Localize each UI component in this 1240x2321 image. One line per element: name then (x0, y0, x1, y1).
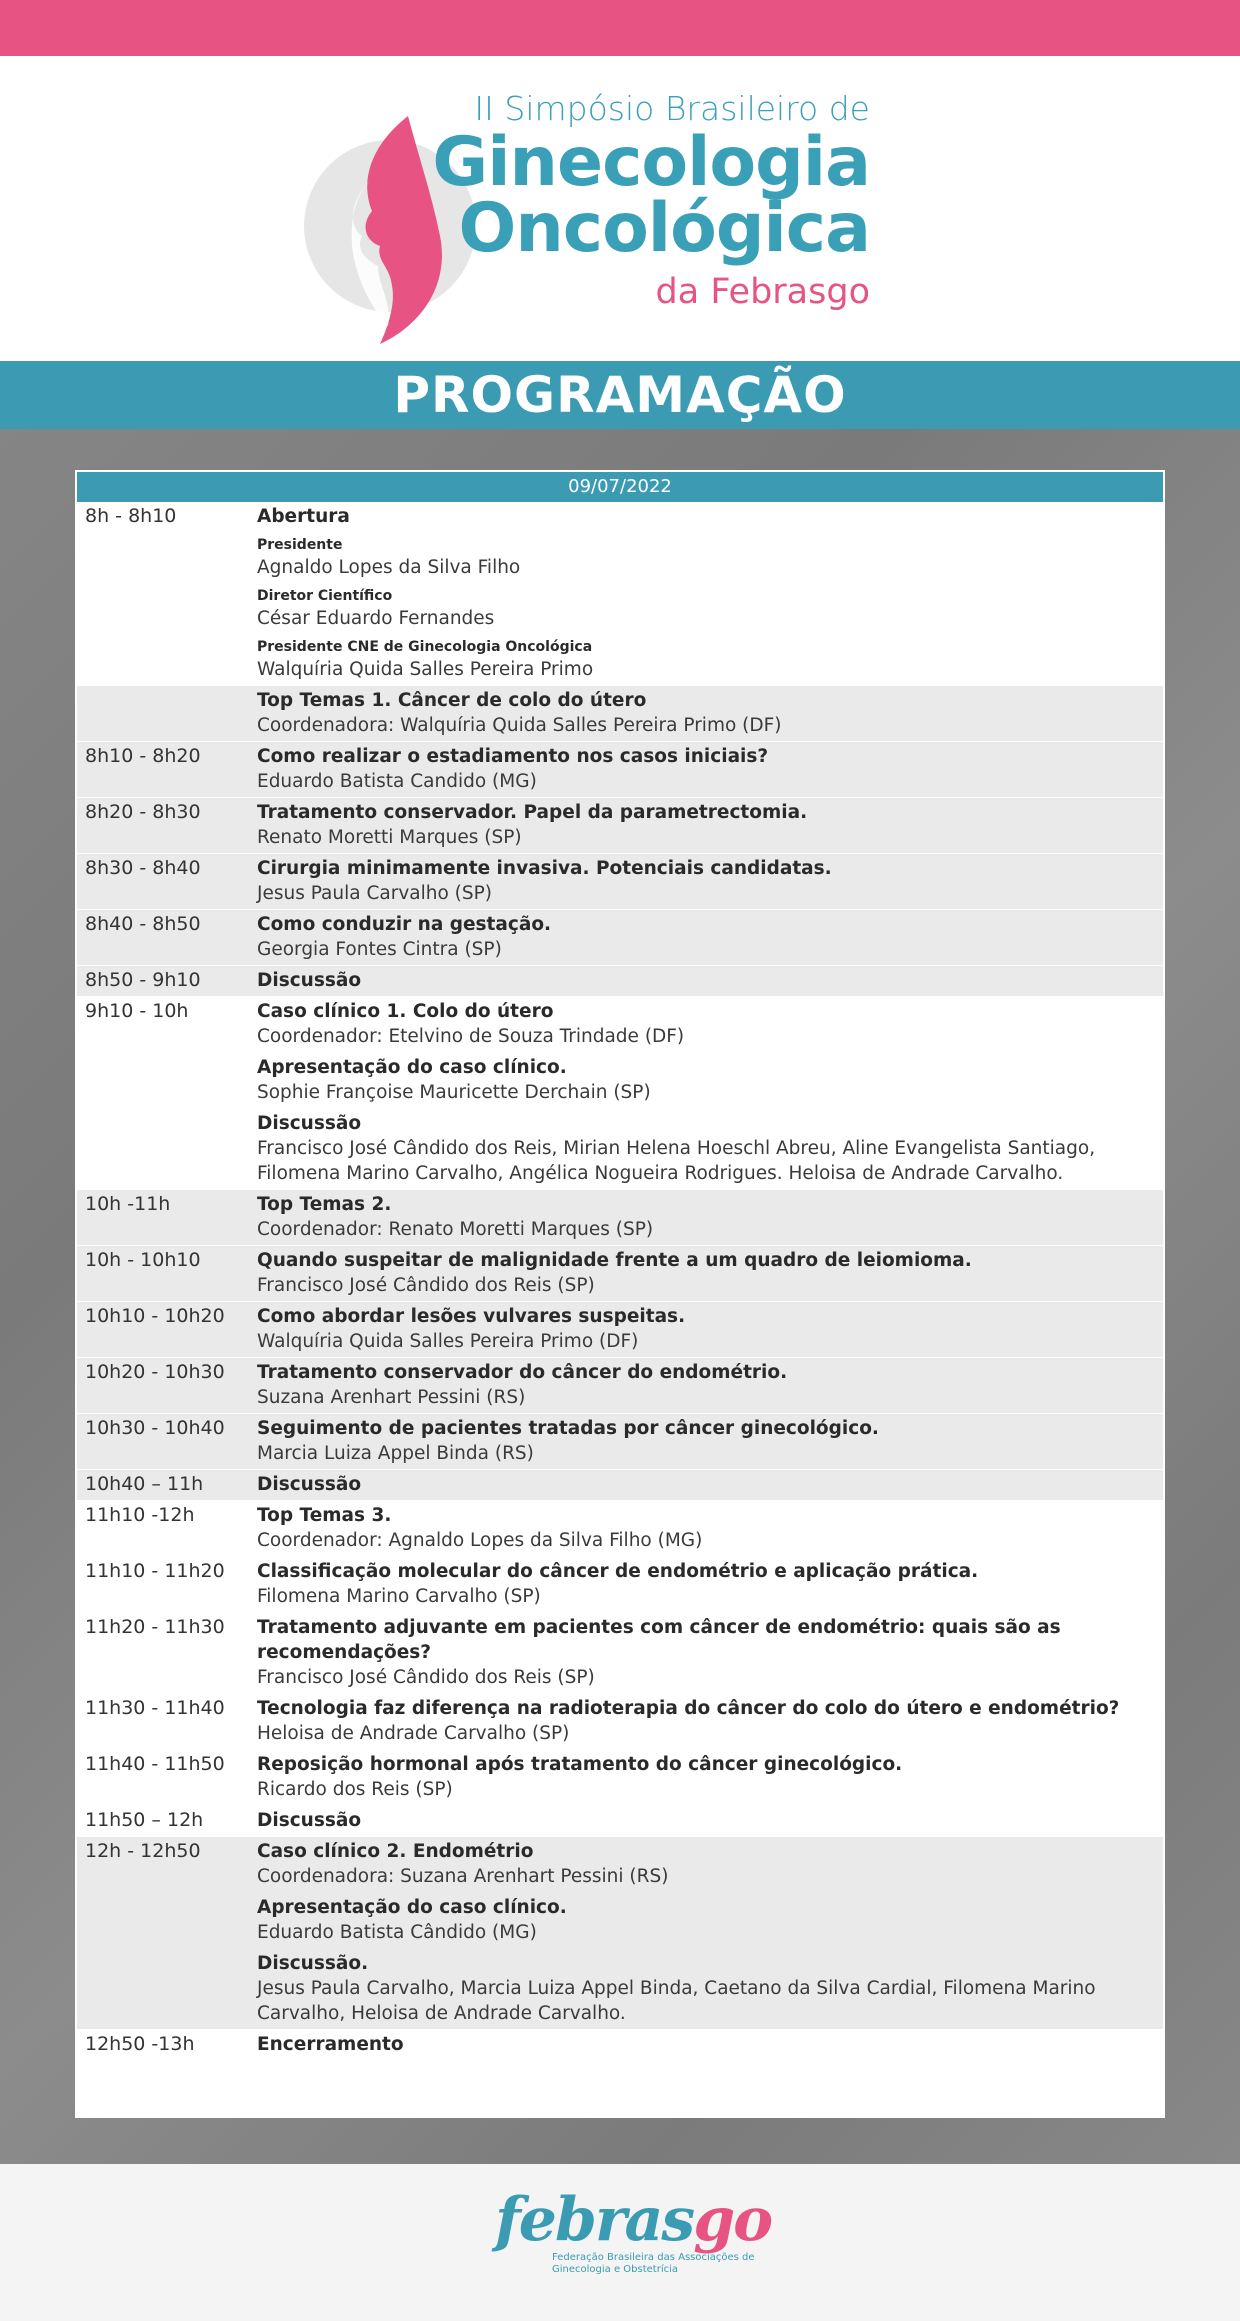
session-title: Como realizar o estadiamento nos casos iniciais? (257, 746, 769, 767)
row-content (257, 2030, 1163, 2060)
role-label: Diretor Científico (257, 588, 393, 604)
row-time: 8h - 8h10 (85, 505, 177, 527)
row-content (257, 1470, 1163, 1500)
session-title: Cirurgia minimamente invasiva. Potenciais candidatas. (257, 858, 832, 879)
row-time: 8h30 - 8h40 (85, 857, 201, 879)
row-time: 8h40 - 8h50 (85, 913, 201, 935)
schedule-rows (77, 502, 1163, 2061)
schedule-row (77, 1837, 1163, 2030)
schedule-row (77, 1694, 1163, 1750)
session-title: Classificação molecular do câncer de endométrio e aplicação prática. (257, 1561, 979, 1582)
febrasgo-tagline: Federação Brasileira das Associações de Ginecologia e Obstetrícia (552, 2252, 755, 2275)
session-speaker: Jesus Paula Carvalho (SP) (257, 883, 493, 904)
row-time: 8h50 - 9h10 (85, 969, 201, 991)
session-title: Reposição hormonal após tratamento do câncer ginecológico. (257, 1754, 903, 1775)
row-content (257, 910, 1163, 965)
session-title: Abertura (257, 506, 350, 527)
row-time: 11h20 - 11h30 (85, 1616, 225, 1638)
row-time: 11h10 - 11h20 (85, 1560, 225, 1582)
brand-part-b: go (693, 2185, 772, 2255)
row-content (257, 997, 1163, 1189)
session-title: Caso clínico 2. Endométrio (257, 1841, 534, 1862)
schedule-row (77, 854, 1163, 910)
session-title: Quando suspeitar de malignidade frente a um quadro de leiomioma. (257, 1250, 972, 1271)
event-title-line1: II Simpósio Brasileiro de (474, 89, 870, 128)
row-time: 8h20 - 8h30 (85, 801, 201, 823)
row-time: 10h - 10h10 (85, 1249, 201, 1271)
schedule-row (77, 742, 1163, 798)
row-content (257, 854, 1163, 909)
session-title: Tratamento conservador do câncer do endométrio. (257, 1362, 788, 1383)
row-content (257, 742, 1163, 797)
row-content (257, 1613, 1163, 1693)
session-title: Discussão (257, 970, 362, 991)
role-name: César Eduardo Fernandes (257, 608, 495, 629)
session-speaker: Coordenador: Renato Moretti Marques (SP) (257, 1219, 654, 1240)
schedule-row (77, 997, 1163, 1190)
session-speaker: Ricardo dos Reis (SP) (257, 1779, 453, 1800)
session-title: Top Temas 1. Câncer de colo do útero (257, 690, 647, 711)
row-content (257, 1190, 1163, 1245)
row-content (257, 1246, 1163, 1301)
role-name: Walquíria Quida Salles Pereira Primo (257, 659, 594, 680)
session-title: Encerramento (257, 2034, 404, 2055)
schedule-row (77, 1557, 1163, 1613)
row-time: 10h40 – 11h (85, 1473, 204, 1495)
row-time: 12h - 12h50 (85, 1840, 201, 1862)
row-content (257, 966, 1163, 996)
row-content (257, 1750, 1163, 1805)
session-title: Discussão (257, 1474, 362, 1495)
row-time (77, 686, 257, 741)
session-title: Tratamento adjuvante em pacientes com câncer de endométrio: quais são as recomendações? (257, 1617, 1061, 1663)
row-time: 10h -11h (85, 1193, 171, 1215)
session-title: Top Temas 2. (257, 1194, 392, 1215)
schedule-row (77, 910, 1163, 966)
row-content (257, 502, 1163, 685)
session-speaker: Coordenador: Agnaldo Lopes da Silva Filho (MG) (257, 1530, 703, 1551)
row-time: 10h10 - 10h20 (85, 1305, 225, 1327)
session-speaker: Marcia Luiza Appel Binda (RS) (257, 1443, 534, 1464)
session-speaker: Suzana Arenhart Pessini (RS) (257, 1387, 526, 1408)
session-speaker: Jesus Paula Carvalho, Marcia Luiza Appel Binda, Caetano da Silva Cardial, Filomena Marino Carvalho, Heloisa de Andrade Carvalho. (257, 1978, 1096, 2024)
row-content (257, 798, 1163, 853)
schedule-row (77, 1246, 1163, 1302)
session-speaker: Georgia Fontes Cintra (SP) (257, 939, 502, 960)
row-content (257, 1694, 1163, 1749)
schedule-row (77, 1806, 1163, 1837)
session-title: Apresentação do caso clínico. (257, 1897, 567, 1918)
row-content (257, 1837, 1163, 2029)
row-time: 11h30 - 11h40 (85, 1697, 225, 1719)
schedule-row (77, 1613, 1163, 1694)
schedule-row (77, 686, 1163, 742)
session-speaker: Eduardo Batista Cândido (MG) (257, 1922, 537, 1943)
session-title: Seguimento de pacientes tratadas por câncer ginecológico. (257, 1418, 879, 1439)
session-speaker: Coordenadora: Suzana Arenhart Pessini (RS) (257, 1866, 669, 1887)
row-time: 8h10 - 8h20 (85, 745, 201, 767)
schedule-row (77, 966, 1163, 997)
row-content (257, 1414, 1163, 1469)
febrasgo-logo (495, 2185, 772, 2275)
schedule-row (77, 1414, 1163, 1470)
session-speaker: Francisco José Cândido dos Reis (SP) (257, 1667, 595, 1688)
event-title-line4: da Febrasgo (655, 272, 870, 312)
session-title: Tecnologia faz diferença na radioterapia do câncer do colo do útero e endométrio? (257, 1698, 1120, 1719)
schedule-row (77, 798, 1163, 854)
date-header: 09/07/2022 (77, 472, 1163, 502)
schedule-row (77, 1470, 1163, 1501)
session-title: Top Temas 3. (257, 1505, 392, 1526)
top-pink-bar (0, 0, 1240, 56)
row-time: 10h20 - 10h30 (85, 1361, 225, 1383)
session-speaker: Renato Moretti Marques (SP) (257, 827, 522, 848)
row-time: 11h50 – 12h (85, 1809, 204, 1831)
session-speaker: Francisco José Cândido dos Reis (SP) (257, 1275, 595, 1296)
session-speaker: Coordenador: Etelvino de Souza Trindade (DF) (257, 1026, 685, 1047)
session-title: Tratamento conservador. Papel da parametrectomia. (257, 802, 808, 823)
schedule-row (77, 1190, 1163, 1246)
session-speaker: Coordenadora: Walquíria Quida Salles Pereira Primo (DF) (257, 715, 782, 736)
row-time: 9h10 - 10h (85, 1000, 189, 1022)
brand-part-a: febras (495, 2185, 694, 2255)
role-label: Presidente (257, 537, 343, 553)
febrasgo-wordmark (495, 2185, 772, 2255)
schedule-row (77, 2030, 1163, 2061)
event-title (410, 88, 870, 314)
session-title: Caso clínico 1. Colo do útero (257, 1001, 554, 1022)
session-speaker: Filomena Marino Carvalho (SP) (257, 1586, 541, 1607)
row-content (257, 1557, 1163, 1612)
row-time: 10h30 - 10h40 (85, 1417, 225, 1439)
session-title: Como abordar lesões vulvares suspeitas. (257, 1306, 686, 1327)
session-speaker: Francisco José Cândido dos Reis, Mirian Helena Hoeschl Abreu, Aline Evangelista Santiago, Filomena Marino Carvalho, Angélica Nogueira Rodrigues. Heloisa de Andrade Carvalho. (257, 1138, 1096, 1184)
row-time: 12h50 -13h (85, 2033, 195, 2055)
programacao-banner: PROGRAMAÇÃO (0, 361, 1240, 429)
schedule-table (75, 470, 1165, 2118)
row-time: 11h10 -12h (85, 1504, 195, 1526)
session-title: Como conduzir na gestação. (257, 914, 552, 935)
session-speaker: Sophie Françoise Mauricette Derchain (SP) (257, 1082, 651, 1103)
session-title: Apresentação do caso clínico. (257, 1057, 567, 1078)
event-title-line2: Ginecologia (432, 123, 870, 202)
session-speaker: Eduardo Batista Candido (MG) (257, 771, 537, 792)
header (0, 56, 1240, 361)
schedule-row (77, 1302, 1163, 1358)
row-content (257, 686, 1163, 741)
schedule-row (77, 1750, 1163, 1806)
event-title-line3: Oncológica (458, 189, 870, 268)
role-label: Presidente CNE de Ginecologia Oncológica (257, 639, 593, 655)
role-name: Agnaldo Lopes da Silva Filho (257, 557, 521, 578)
schedule-row (77, 1501, 1163, 1557)
schedule-row (77, 502, 1163, 686)
session-title: Discussão (257, 1810, 362, 1831)
row-time: 11h40 - 11h50 (85, 1753, 225, 1775)
row-content (257, 1806, 1163, 1836)
session-title: Discussão (257, 1113, 362, 1134)
session-speaker: Heloisa de Andrade Carvalho (SP) (257, 1723, 570, 1744)
row-content (257, 1501, 1163, 1556)
session-speaker: Walquíria Quida Salles Pereira Primo (DF) (257, 1331, 639, 1352)
session-title: Discussão. (257, 1953, 369, 1974)
row-content (257, 1358, 1163, 1413)
schedule-row (77, 1358, 1163, 1414)
row-content (257, 1302, 1163, 1357)
